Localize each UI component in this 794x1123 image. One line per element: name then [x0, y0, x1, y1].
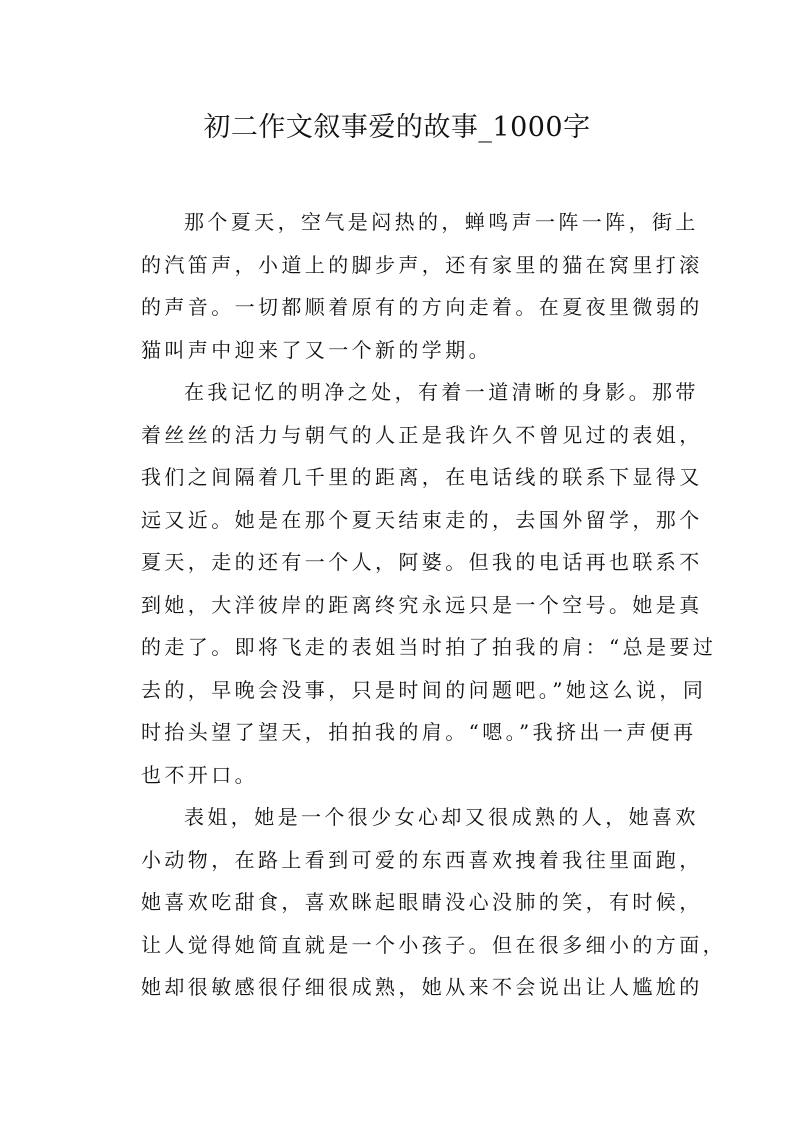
text-line: 让人觉得她简直就是一个小孩子。但在很多细小的方面， [141, 932, 726, 957]
paragraph-3 [141, 796, 726, 1009]
text-line: 到她，大洋彼岸的距离终究永远只是一个空号。她是真 [141, 592, 703, 617]
text-line: 着丝丝的活力与朝气的人正是我许久不曾见过的表姐， [141, 422, 703, 447]
text-line: 她却很敏感很仔细很成熟，她从来不会说出让人尴尬的 [141, 975, 703, 999]
text-line: 夏天，走的还有一个人，阿婆。但我的电话再也联系不 [141, 550, 703, 574]
text-line: 表姐，她是一个很少女心却又很成熟的人，她喜欢 [184, 805, 699, 829]
text-line: 她喜欢吃甜食，喜欢眯起眼睛没心没肺的笑，有时候， [141, 890, 703, 914]
text-line: 的声音。一切都顺着原有的方向走着。在夏夜里微弱的 [141, 295, 703, 319]
text-line: 在我记忆的明净之处，有着一道清晰的身影。那带 [184, 380, 699, 404]
text-line: 去的，早晚会没事，只是时间的问题吧。”她这么说，同 [141, 677, 707, 702]
text-line: 远又近。她是在那个夏天结束走的，去国外留学，那个 [141, 507, 703, 532]
text-line: 时抬头望了望天，拍拍我的肩。“嗯。”我挤出一声便再 [141, 720, 697, 744]
text-line: 那个夏天，空气是闷热的，蝉鸣声一阵一阵，街上 [184, 210, 699, 234]
text-line: 的汽笛声，小道上的脚步声，还有家里的猫在窝里打滚 [141, 252, 703, 277]
paragraph-2 [141, 371, 717, 796]
document-title: 初二作文叙事爱的故事_1000字 [203, 112, 591, 143]
text-line: 猫叫声中迎来了又一个新的学期。 [141, 337, 492, 362]
text-line: 的走了。即将飞走的表姐当时拍了拍我的肩：“总是要过 [141, 635, 717, 659]
paragraph-1 [141, 201, 703, 371]
text-line: 小动物，在路上看到可爱的东西喜欢拽着我往里面跑， [141, 847, 703, 872]
text-line: 我们之间隔着几千里的距离，在电话线的联系下显得又 [141, 465, 703, 489]
document-body [141, 201, 726, 1009]
text-line: 也不开口。 [141, 762, 258, 787]
